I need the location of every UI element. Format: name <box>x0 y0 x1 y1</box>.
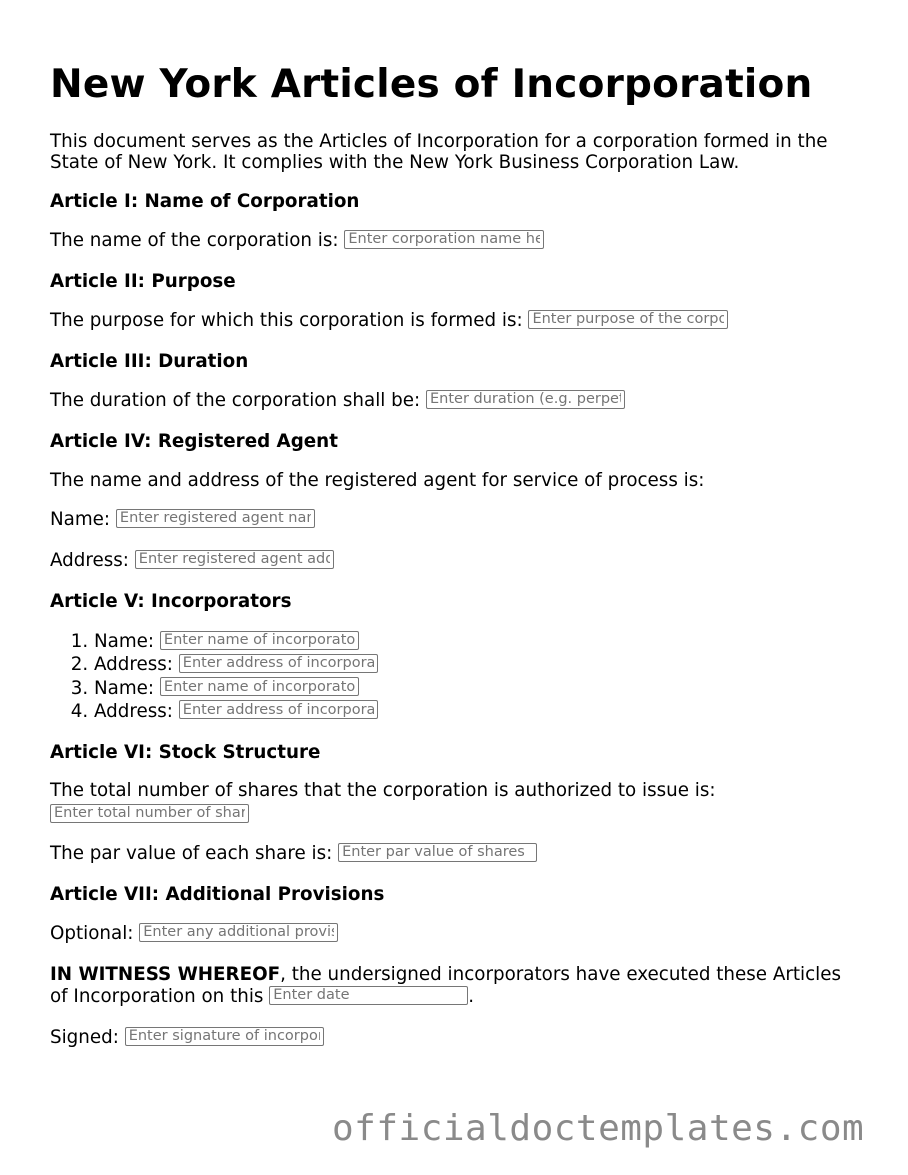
signed-label: Signed: <box>50 1027 119 1048</box>
par-value-input[interactable] <box>338 843 537 862</box>
witness-paragraph <box>50 964 860 1008</box>
article-5-heading: Article V: Incorporators <box>50 591 292 612</box>
duration-label: The duration of the corporation shall be: <box>50 390 421 411</box>
list-item <box>94 653 378 676</box>
additional-provisions-line <box>50 923 338 945</box>
article-2-heading: Article II: Purpose <box>50 271 236 292</box>
incorporator-2-address-input[interactable] <box>179 700 378 719</box>
total-shares-input[interactable] <box>50 804 249 823</box>
article-3-heading: Article III: Duration <box>50 351 249 372</box>
incorporator-2-address-label: Address: <box>94 700 173 722</box>
witness-text: , the undersigned incorporators have executed these Articles of Incorporation on this <box>50 964 842 1007</box>
shares-line <box>50 804 249 826</box>
agent-name-label: Name: <box>50 509 111 530</box>
witness-bold: IN WITNESS WHEREOF <box>50 964 281 985</box>
article-1-line <box>50 230 544 252</box>
incorporator-2-name-input[interactable] <box>160 677 359 696</box>
incorporator-1-address-label: Address: <box>94 654 173 676</box>
incorporator-1-name-input[interactable] <box>160 631 359 650</box>
article-1-heading: Article I: Name of Corporation <box>50 191 360 212</box>
agent-address-line <box>50 550 334 572</box>
additional-provisions-input[interactable] <box>139 923 338 942</box>
article-6-heading: Article VI: Stock Structure <box>50 742 321 763</box>
corporation-name-label: The name of the corporation is: <box>50 230 339 251</box>
list-item <box>94 630 378 653</box>
signature-input[interactable] <box>125 1027 324 1046</box>
article-7-heading: Article VII: Additional Provisions <box>50 884 385 905</box>
incorporator-1-address-input[interactable] <box>179 654 378 673</box>
article-4-heading: Article IV: Registered Agent <box>50 431 338 452</box>
par-value-line <box>50 843 537 865</box>
duration-input[interactable] <box>426 390 625 409</box>
watermark-text: officialdoctemplates.com <box>332 1108 865 1149</box>
signed-line <box>50 1027 324 1049</box>
witness-period: . <box>468 986 475 1007</box>
registered-agent-text: The name and address of the registered agent for service of process is: <box>50 470 705 491</box>
date-input[interactable] <box>269 986 468 1005</box>
article-2-line <box>50 310 728 332</box>
list-item <box>94 677 378 700</box>
agent-address-label: Address: <box>50 550 129 571</box>
agent-name-line <box>50 509 315 531</box>
article-3-line <box>50 390 625 412</box>
list-item <box>94 700 378 723</box>
optional-label: Optional: <box>50 923 134 944</box>
intro-paragraph: This document serves as the Articles of Incorporation for a corporation formed in the State of New York. It complies with the New York Business Corporation Law. <box>50 131 828 173</box>
purpose-label: The purpose for which this corporation is formed is: <box>50 310 523 331</box>
incorporators-list <box>50 630 378 723</box>
par-value-label: The par value of each share is: <box>50 843 333 864</box>
agent-name-input[interactable] <box>116 509 315 528</box>
agent-address-input[interactable] <box>135 550 334 569</box>
purpose-input[interactable] <box>528 310 728 329</box>
corporation-name-input[interactable] <box>344 230 544 249</box>
page-title: New York Articles of Incorporation <box>50 62 813 107</box>
shares-label: The total number of shares that the corporation is authorized to issue is: <box>50 780 716 801</box>
incorporator-1-name-label: Name: <box>94 631 155 652</box>
incorporator-2-name-label: Name: <box>94 677 155 699</box>
